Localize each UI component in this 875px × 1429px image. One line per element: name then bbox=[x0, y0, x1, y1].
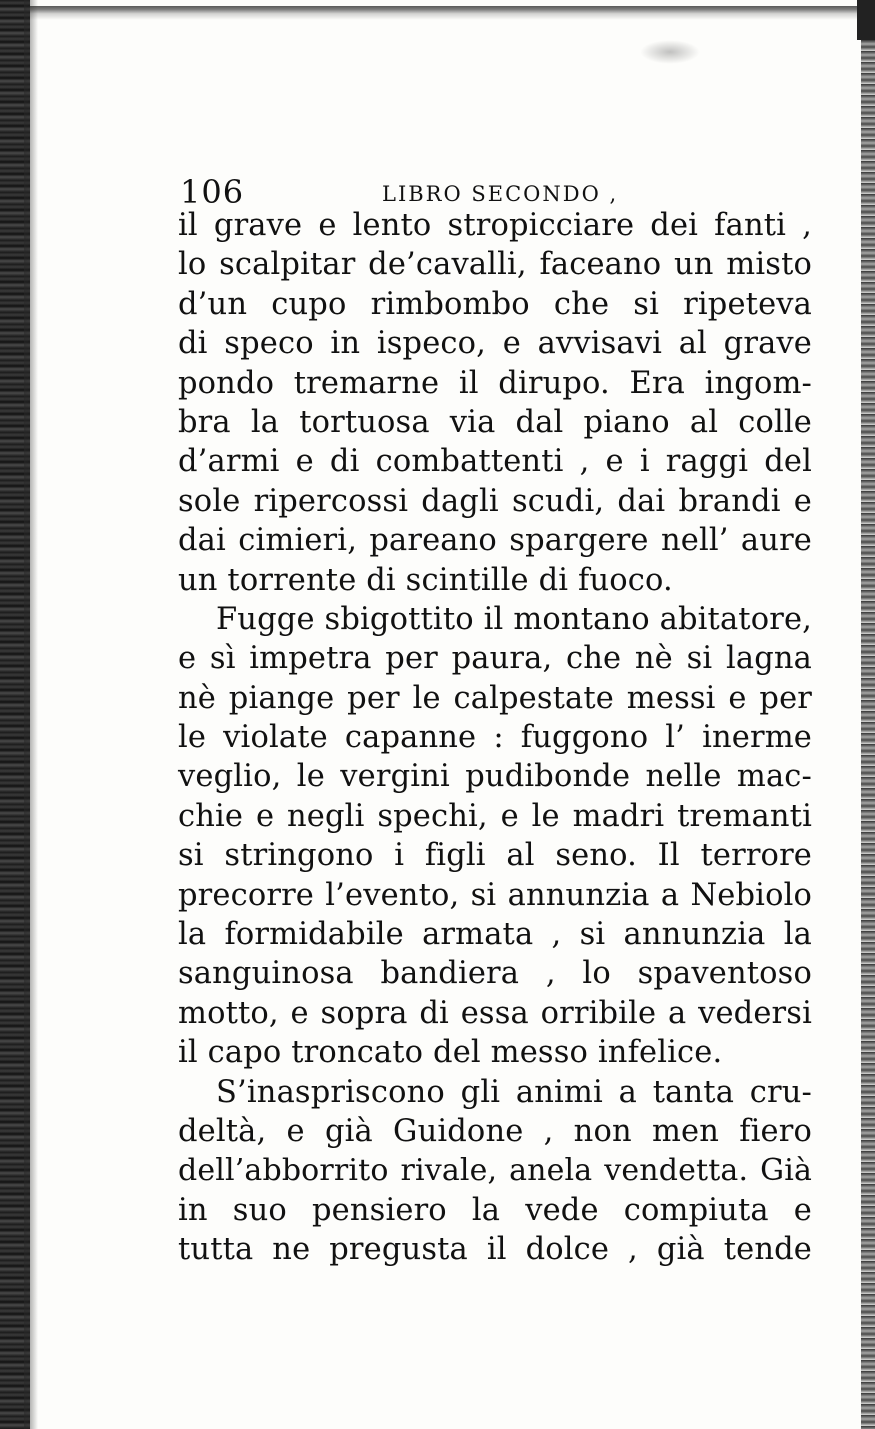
text-line: in suo pensiero la vede compiuta e bbox=[178, 1192, 812, 1228]
text-line: le violate capanne : fuggono l’ inerme bbox=[178, 720, 812, 756]
text-line: veglio, le vergini pudibonde nelle mac- bbox=[178, 759, 812, 795]
text-line: il capo troncato del messo infelice. bbox=[178, 1035, 723, 1071]
scan-binding-shadow bbox=[24, 0, 38, 1429]
text-line: sanguinosa bandiera , lo spaventoso bbox=[178, 956, 812, 992]
scan-right-edge bbox=[861, 40, 875, 1429]
running-title: LIBRO SECONDO , bbox=[382, 182, 619, 206]
scan-right-corner bbox=[857, 0, 875, 40]
text-line: la formidabile armata , si annunzia la bbox=[178, 917, 812, 953]
text-line: il grave e lento stropicciare dei fanti , bbox=[178, 208, 812, 243]
body-text bbox=[178, 206, 812, 1270]
scan-top-edge bbox=[20, 6, 870, 20]
text-line: S’inaspriscono gli animi a tanta cru- bbox=[216, 1074, 812, 1110]
text-line: di speco in ispeco, e avvisavi al grave bbox=[178, 326, 812, 362]
text-line: tutta ne pregusta il dolce , già tende bbox=[178, 1232, 812, 1268]
text-line: d’un cupo rimbombo che si ripeteva bbox=[178, 286, 812, 322]
text-line: precorre l’evento, si annunzia a Nebiolo bbox=[178, 877, 812, 913]
text-line: nè piange per le calpestate messi e per bbox=[178, 680, 812, 716]
text-line: e sì impetra per paura, che nè si lagna bbox=[178, 641, 812, 677]
text-line: dai cimieri, pareano spargere nell’ aure bbox=[178, 523, 812, 559]
page-number: 106 bbox=[180, 173, 245, 211]
text-line: Fugge sbigottito il montano abitatore, bbox=[216, 601, 812, 637]
text-line: lo scalpitar de’cavalli, faceano un misto bbox=[178, 247, 812, 283]
text-line: deltà, e già Guidone , non men fiero bbox=[178, 1113, 812, 1149]
text-line: pondo tremarne il dirupo. Era ingom- bbox=[178, 365, 812, 401]
text-line: sole ripercossi dagli scudi, dai brandi e bbox=[178, 483, 812, 519]
scan-speck bbox=[640, 40, 700, 64]
text-line: un torrente di scintille di fuoco. bbox=[178, 562, 673, 598]
text-line: motto, e sopra di essa orribile a vedersi bbox=[178, 995, 812, 1031]
text-line: bra la tortuosa via dal piano al colle bbox=[178, 404, 812, 440]
text-line: dell’abborrito rivale, anela vendetta. Già bbox=[178, 1153, 812, 1189]
text-line: si stringono i figli al seno. Il terrore bbox=[178, 838, 812, 874]
text-line: chie e negli spechi, e le madri tremanti bbox=[178, 798, 812, 834]
text-line: d’armi e di combattenti , e i raggi del bbox=[178, 444, 812, 480]
